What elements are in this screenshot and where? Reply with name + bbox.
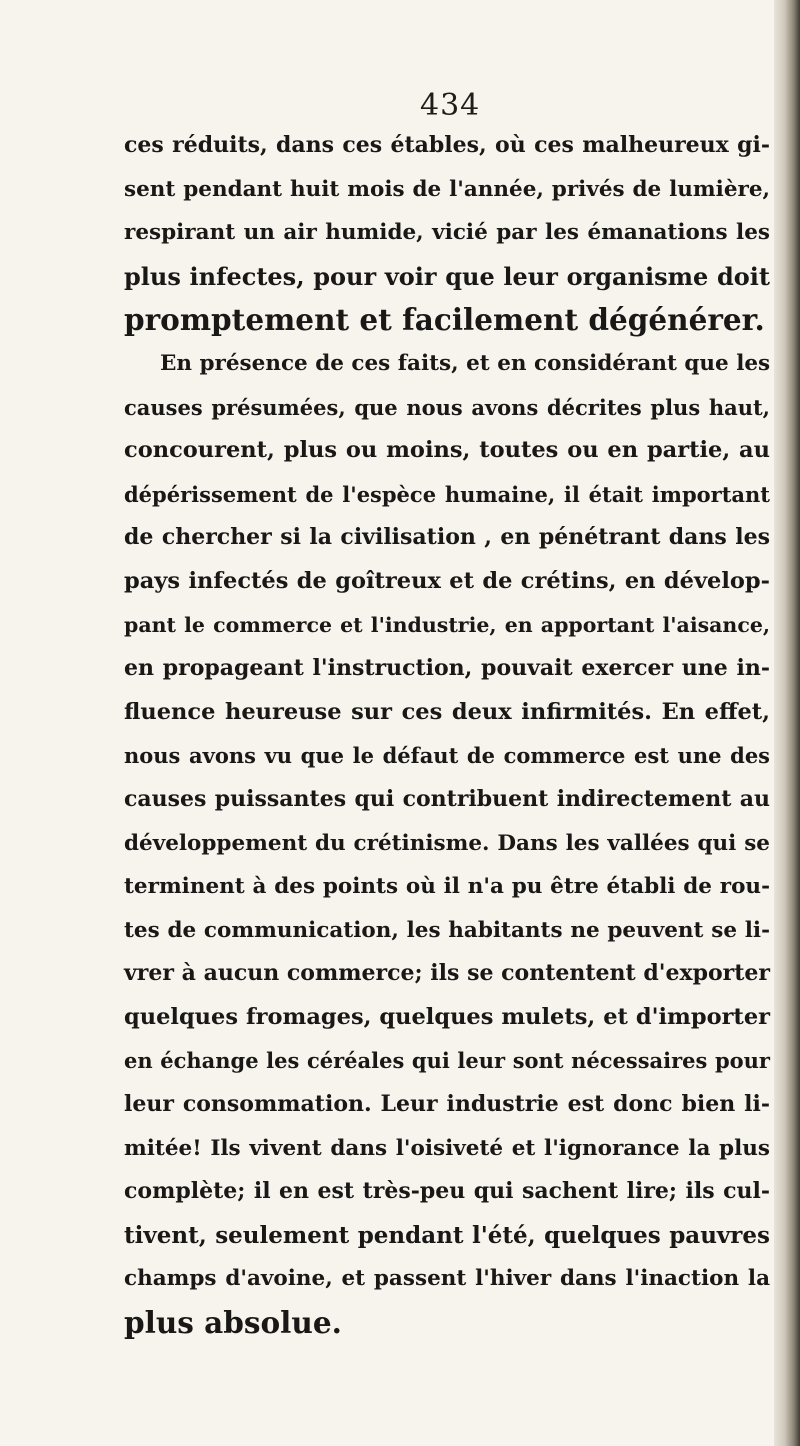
text-line: En présence de ces faits, et en considérant que les bbox=[160, 350, 771, 376]
text-line: leur consommation. Leur industrie est donc bien li- bbox=[124, 1091, 770, 1118]
text-line: vrer à aucun commerce; ils se contentent d'exporter bbox=[124, 960, 770, 987]
text-line: promptement et facilement dégénérer. bbox=[124, 302, 765, 338]
text-line: fluence heureuse sur ces deux infirmités. En effet, bbox=[124, 698, 770, 725]
text-line: causes puissantes qui contribuent indirectement au bbox=[124, 785, 770, 812]
body-text bbox=[124, 124, 770, 1345]
text-line: nous avons vu que le défaut de commerce est une des bbox=[124, 743, 770, 769]
text-line: terminent à des points où il n'a pu être établi de rou- bbox=[124, 874, 770, 900]
text-line: concourent, plus ou moins, toutes ou en partie, au bbox=[124, 437, 770, 464]
page-edge-shadow bbox=[774, 0, 800, 1446]
page-number: 434 bbox=[420, 88, 481, 123]
text-line: pays infectés de goîtreux et de crétins, en dévelop- bbox=[124, 567, 770, 594]
text-line: en échange les céréales qui leur sont nécessaires pour bbox=[124, 1048, 770, 1074]
text-line: en propageant l'instruction, pouvait exercer une in- bbox=[124, 655, 770, 682]
text-line: sent pendant huit mois de l'année, privés de lumière, bbox=[124, 176, 770, 202]
text-line: complète; il en est très-peu qui sachent lire; ils cul- bbox=[124, 1178, 770, 1205]
text-line: quelques fromages, quelques mulets, et d'importer bbox=[124, 1003, 770, 1030]
text-line: plus infectes, pour voir que leur organisme doit bbox=[124, 261, 770, 291]
text-line: champs d'avoine, et passent l'hiver dans l'inaction la bbox=[124, 1266, 770, 1292]
text-line: de chercher si la civilisation , en pénétrant dans les bbox=[124, 524, 770, 551]
text-line: ces réduits, dans ces étables, où ces malheureux gi- bbox=[124, 132, 770, 158]
text-line: mitée! Ils vivent dans l'oisiveté et l'ignorance la plus bbox=[124, 1135, 770, 1161]
text-line: pant le commerce et l'industrie, en apportant l'aisance, bbox=[124, 612, 770, 637]
text-line: tes de communication, les habitants ne peuvent se li- bbox=[124, 917, 770, 943]
text-line: respirant un air humide, vicié par les émanations les bbox=[124, 220, 770, 246]
text-line: développement du crétinisme. Dans les vallées qui se bbox=[124, 830, 770, 856]
text-line: dépérissement de l'espèce humaine, il était important bbox=[124, 481, 770, 507]
text-line: plus absolue. bbox=[124, 1305, 342, 1341]
text-line: tivent, seulement pendant l'été, quelques pauvres bbox=[124, 1221, 770, 1249]
text-line: causes présumées, que nous avons décrites plus haut, bbox=[124, 394, 770, 420]
